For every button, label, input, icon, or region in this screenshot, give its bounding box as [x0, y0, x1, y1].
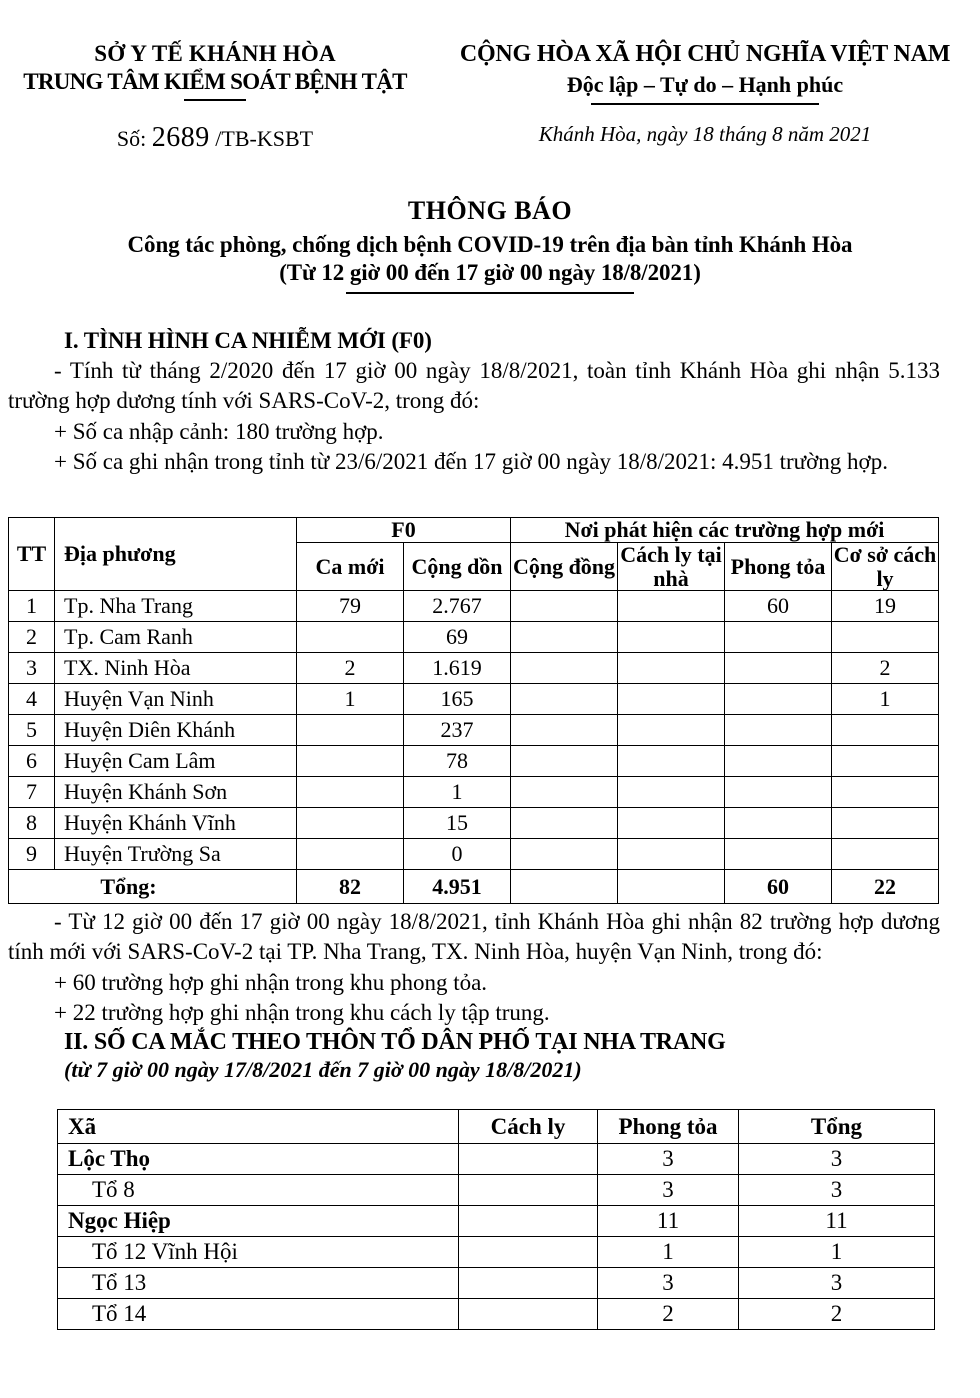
- place-and-date: Khánh Hòa, ngày 18 tháng 8 năm 2021: [538, 121, 872, 146]
- ward-table-row: [58, 1144, 935, 1175]
- cell-total-community: [511, 870, 618, 904]
- header-detection-group: Nơi phát hiện các trường hợp mới: [511, 518, 939, 543]
- national-motto: Độc lập – Tự do – Hạnh phúc: [566, 72, 844, 98]
- cell-cumulative: 1: [404, 777, 511, 808]
- cell-locality: Huyện Khánh Vĩnh: [55, 808, 297, 839]
- table-row: [9, 777, 939, 808]
- table-row: [9, 808, 939, 839]
- cell-ward-quarantine: [459, 1175, 598, 1206]
- cell-community: [511, 622, 618, 653]
- cell-ward-quarantine: [459, 1206, 598, 1237]
- header-cumulative: Cộng dồn: [404, 542, 511, 591]
- title-underline: [346, 292, 634, 294]
- cell-community: [511, 808, 618, 839]
- document-number: 2689: [151, 121, 210, 153]
- header-locality: Địa phương: [55, 518, 297, 591]
- cell-locality: Huyện Trường Sa: [55, 839, 297, 870]
- cell-ward-quarantine: [459, 1268, 598, 1299]
- motto-underline: [591, 103, 819, 105]
- table-row: [9, 591, 939, 622]
- center-name: TRUNG TÂM KIỂM SOÁT BỆNH TẬT: [23, 69, 407, 95]
- cell-ward-name: Tổ 8: [58, 1175, 459, 1206]
- header-quarantine-facility: Cơ sở cách ly: [832, 542, 939, 591]
- table-total-row: [9, 870, 939, 904]
- cell-home-quarantine: [618, 839, 725, 870]
- ward-table-body: [58, 1144, 935, 1330]
- cell-lockdown: [725, 622, 832, 653]
- cell-community: [511, 715, 618, 746]
- cell-new-cases: 79: [297, 591, 404, 622]
- cell-tt: 8: [9, 808, 55, 839]
- document-number-block: [0, 122, 430, 154]
- cell-lockdown: [725, 684, 832, 715]
- header-lockdown: Phong tỏa: [725, 542, 832, 591]
- cell-total-home-quarantine: [618, 870, 725, 904]
- cell-total-cumulative: 4.951: [404, 870, 511, 904]
- cell-tt: 2: [9, 622, 55, 653]
- section-one-paragraph-3: + Số ca ghi nhận trong tỉnh từ 23/6/2021 đến 17 giờ 00 ngày 18/8/2021: 4.951 trường hợp.: [54, 448, 888, 474]
- cell-cumulative: 78: [404, 746, 511, 777]
- cell-new-cases: [297, 777, 404, 808]
- masthead: [0, 0, 980, 105]
- header-ward-total: Tổng: [739, 1110, 935, 1144]
- header-tt: TT: [9, 518, 55, 591]
- cell-lockdown: [725, 808, 832, 839]
- cell-lockdown: [725, 839, 832, 870]
- cell-cumulative: 15: [404, 808, 511, 839]
- header-new-cases: Ca mới: [297, 542, 404, 591]
- cell-quarantine-facility: [832, 808, 939, 839]
- table-body: [9, 591, 939, 904]
- cell-community: [511, 746, 618, 777]
- cases-by-locality-table: [8, 517, 939, 904]
- header-ward-quarantine: Cách ly: [459, 1110, 598, 1144]
- header-ward: Xã: [58, 1110, 459, 1144]
- document-subtitle: Công tác phòng, chống dịch bệnh COVID-19 trên địa bàn tỉnh Khánh Hòa: [127, 231, 853, 257]
- cell-tt: 4: [9, 684, 55, 715]
- cell-ward-name: Ngọc Hiệp: [58, 1206, 459, 1237]
- cell-tt: 6: [9, 746, 55, 777]
- cell-community: [511, 777, 618, 808]
- table-row: [9, 684, 939, 715]
- cell-ward-lockdown: 1: [598, 1237, 739, 1268]
- cell-ward-name: Lộc Thọ: [58, 1144, 459, 1175]
- cell-new-cases: [297, 839, 404, 870]
- table-row: [9, 653, 939, 684]
- section-one-paragraph-4: - Từ 12 giờ 00 đến 17 giờ 00 ngày 18/8/2021, tỉnh Khánh Hòa ghi nhận 82 trường hợp dương tính mới với SARS-CoV-2 tại TP. Nha Trang, TX. Ninh Hòa, huyện Vạn Ninh, trong đó:: [8, 909, 940, 965]
- section-two-subheading: (từ 7 giờ 00 ngày 17/8/2021 đến 7 giờ 00 ngày 18/8/2021): [64, 1057, 582, 1083]
- cell-home-quarantine: [618, 746, 725, 777]
- cell-new-cases: [297, 715, 404, 746]
- cell-new-cases: [297, 808, 404, 839]
- ward-table-head: [58, 1110, 935, 1144]
- section-one-paragraph-6: + 22 trường hợp ghi nhận trong khu cách ly tập trung.: [54, 1000, 550, 1026]
- table-row: [9, 839, 939, 870]
- cell-quarantine-facility: [832, 777, 939, 808]
- cell-quarantine-facility: 1: [832, 684, 939, 715]
- header-ward-lockdown: Phong tỏa: [598, 1110, 739, 1144]
- cell-lockdown: [725, 715, 832, 746]
- department-name: SỞ Y TẾ KHÁNH HÒA: [94, 41, 336, 66]
- cell-new-cases: 1: [297, 684, 404, 715]
- ward-table-row: [58, 1299, 935, 1330]
- cell-home-quarantine: [618, 591, 725, 622]
- cell-quarantine-facility: [832, 715, 939, 746]
- cell-new-cases: [297, 746, 404, 777]
- cell-tt: 1: [9, 591, 55, 622]
- cell-home-quarantine: [618, 808, 725, 839]
- table-row: [9, 746, 939, 777]
- cell-ward-total: 3: [739, 1175, 935, 1206]
- cell-community: [511, 653, 618, 684]
- cell-ward-name: Tổ 12 Vĩnh Hội: [58, 1237, 459, 1268]
- table-row: [9, 622, 939, 653]
- cell-locality: Huyện Khánh Sơn: [55, 777, 297, 808]
- cell-ward-lockdown: 2: [598, 1299, 739, 1330]
- cell-ward-lockdown: 3: [598, 1175, 739, 1206]
- ward-table-header-row: [58, 1110, 935, 1144]
- table-header-row-1: [9, 518, 939, 543]
- cell-locality: Huyện Vạn Ninh: [55, 684, 297, 715]
- title-block: [0, 196, 980, 294]
- cell-home-quarantine: [618, 622, 725, 653]
- section-one-continued: [0, 905, 980, 1083]
- cell-total-label: Tổng:: [9, 870, 297, 904]
- cell-locality: Huyện Diên Khánh: [55, 715, 297, 746]
- cell-ward-total: 3: [739, 1144, 935, 1175]
- cell-quarantine-facility: [832, 746, 939, 777]
- cell-locality: Tp. Nha Trang: [55, 591, 297, 622]
- cell-quarantine-facility: [832, 622, 939, 653]
- cell-tt: 9: [9, 839, 55, 870]
- section-one-paragraph-5: + 60 trường hợp ghi nhận trong khu phong tỏa.: [54, 969, 488, 995]
- cell-ward-total: 11: [739, 1206, 935, 1237]
- cell-total-new-cases: 82: [297, 870, 404, 904]
- cell-total-quarantine-facility: 22: [832, 870, 939, 904]
- cell-tt: 3: [9, 653, 55, 684]
- table-head: [9, 518, 939, 591]
- cell-home-quarantine: [618, 777, 725, 808]
- cell-tt: 5: [9, 715, 55, 746]
- cell-home-quarantine: [618, 684, 725, 715]
- cell-quarantine-facility: 19: [832, 591, 939, 622]
- cell-ward-lockdown: 3: [598, 1144, 739, 1175]
- cell-cumulative: 237: [404, 715, 511, 746]
- issuing-authority-block: [0, 40, 430, 105]
- cell-cumulative: 165: [404, 684, 511, 715]
- cell-cumulative: 0: [404, 839, 511, 870]
- cell-new-cases: [297, 622, 404, 653]
- header-f0-group: F0: [297, 518, 511, 543]
- cell-ward-lockdown: 3: [598, 1268, 739, 1299]
- cell-total-lockdown: 60: [725, 870, 832, 904]
- table-row: [9, 715, 939, 746]
- cell-locality: Huyện Cam Lâm: [55, 746, 297, 777]
- cell-ward-quarantine: [459, 1237, 598, 1268]
- cell-quarantine-facility: 2: [832, 653, 939, 684]
- cell-tt: 7: [9, 777, 55, 808]
- document-number-prefix: Số:: [116, 125, 147, 151]
- national-heading-block: [430, 40, 980, 105]
- cell-home-quarantine: [618, 653, 725, 684]
- header-home-quarantine: Cách ly tại nhà: [618, 542, 725, 591]
- ward-table-row: [58, 1206, 935, 1237]
- cell-locality: TX. Ninh Hòa: [55, 653, 297, 684]
- ward-table-row: [58, 1237, 935, 1268]
- header-community: Cộng đồng: [511, 542, 618, 591]
- cell-cumulative: 69: [404, 622, 511, 653]
- section-one-heading: I. TÌNH HÌNH CA NHIỄM MỚI (F0): [64, 327, 432, 353]
- cell-lockdown: [725, 746, 832, 777]
- document-number-suffix: /TB-KSBT: [215, 125, 314, 151]
- document-period: (Từ 12 giờ 00 đến 17 giờ 00 ngày 18/8/2021): [279, 259, 701, 285]
- cell-home-quarantine: [618, 715, 725, 746]
- document-type-title: THÔNG BÁO: [407, 195, 573, 225]
- cell-lockdown: 60: [725, 591, 832, 622]
- ward-table-row: [58, 1175, 935, 1206]
- section-one: [0, 328, 980, 477]
- ward-table-row: [58, 1268, 935, 1299]
- cell-ward-lockdown: 11: [598, 1206, 739, 1237]
- cases-by-ward-table: [57, 1109, 935, 1330]
- section-one-paragraph-2: + Số ca nhập cảnh: 180 trường hợp.: [54, 418, 384, 444]
- section-one-paragraph-1: - Tính từ tháng 2/2020 đến 17 giờ 00 ngày 18/8/2021, toàn tỉnh Khánh Hòa ghi nhận 5.133 trường hợp dương tính với SARS-CoV-2, trong đó:: [8, 357, 940, 414]
- cell-locality: Tp. Cam Ranh: [55, 622, 297, 653]
- cell-ward-total: 3: [739, 1268, 935, 1299]
- cell-ward-quarantine: [459, 1144, 598, 1175]
- cell-lockdown: [725, 653, 832, 684]
- cell-ward-quarantine: [459, 1299, 598, 1330]
- authority-underline: [184, 99, 246, 101]
- section-two-heading: II. SỐ CA MẮC THEO THÔN TỔ DÂN PHỐ TẠI NHA TRANG: [64, 1029, 726, 1056]
- cell-cumulative: 1.619: [404, 653, 511, 684]
- cell-community: [511, 591, 618, 622]
- country-name: CỘNG HÒA XÃ HỘI CHỦ NGHĨA VIỆT NAM: [459, 41, 951, 67]
- cell-ward-total: 1: [739, 1237, 935, 1268]
- cell-community: [511, 839, 618, 870]
- cell-ward-total: 2: [739, 1299, 935, 1330]
- cell-quarantine-facility: [832, 839, 939, 870]
- cell-new-cases: 2: [297, 653, 404, 684]
- document-id-line: [0, 122, 980, 154]
- cell-community: [511, 684, 618, 715]
- cell-lockdown: [725, 777, 832, 808]
- cell-ward-name: Tổ 13: [58, 1268, 459, 1299]
- cell-cumulative: 2.767: [404, 591, 511, 622]
- cell-ward-name: Tổ 14: [58, 1299, 459, 1330]
